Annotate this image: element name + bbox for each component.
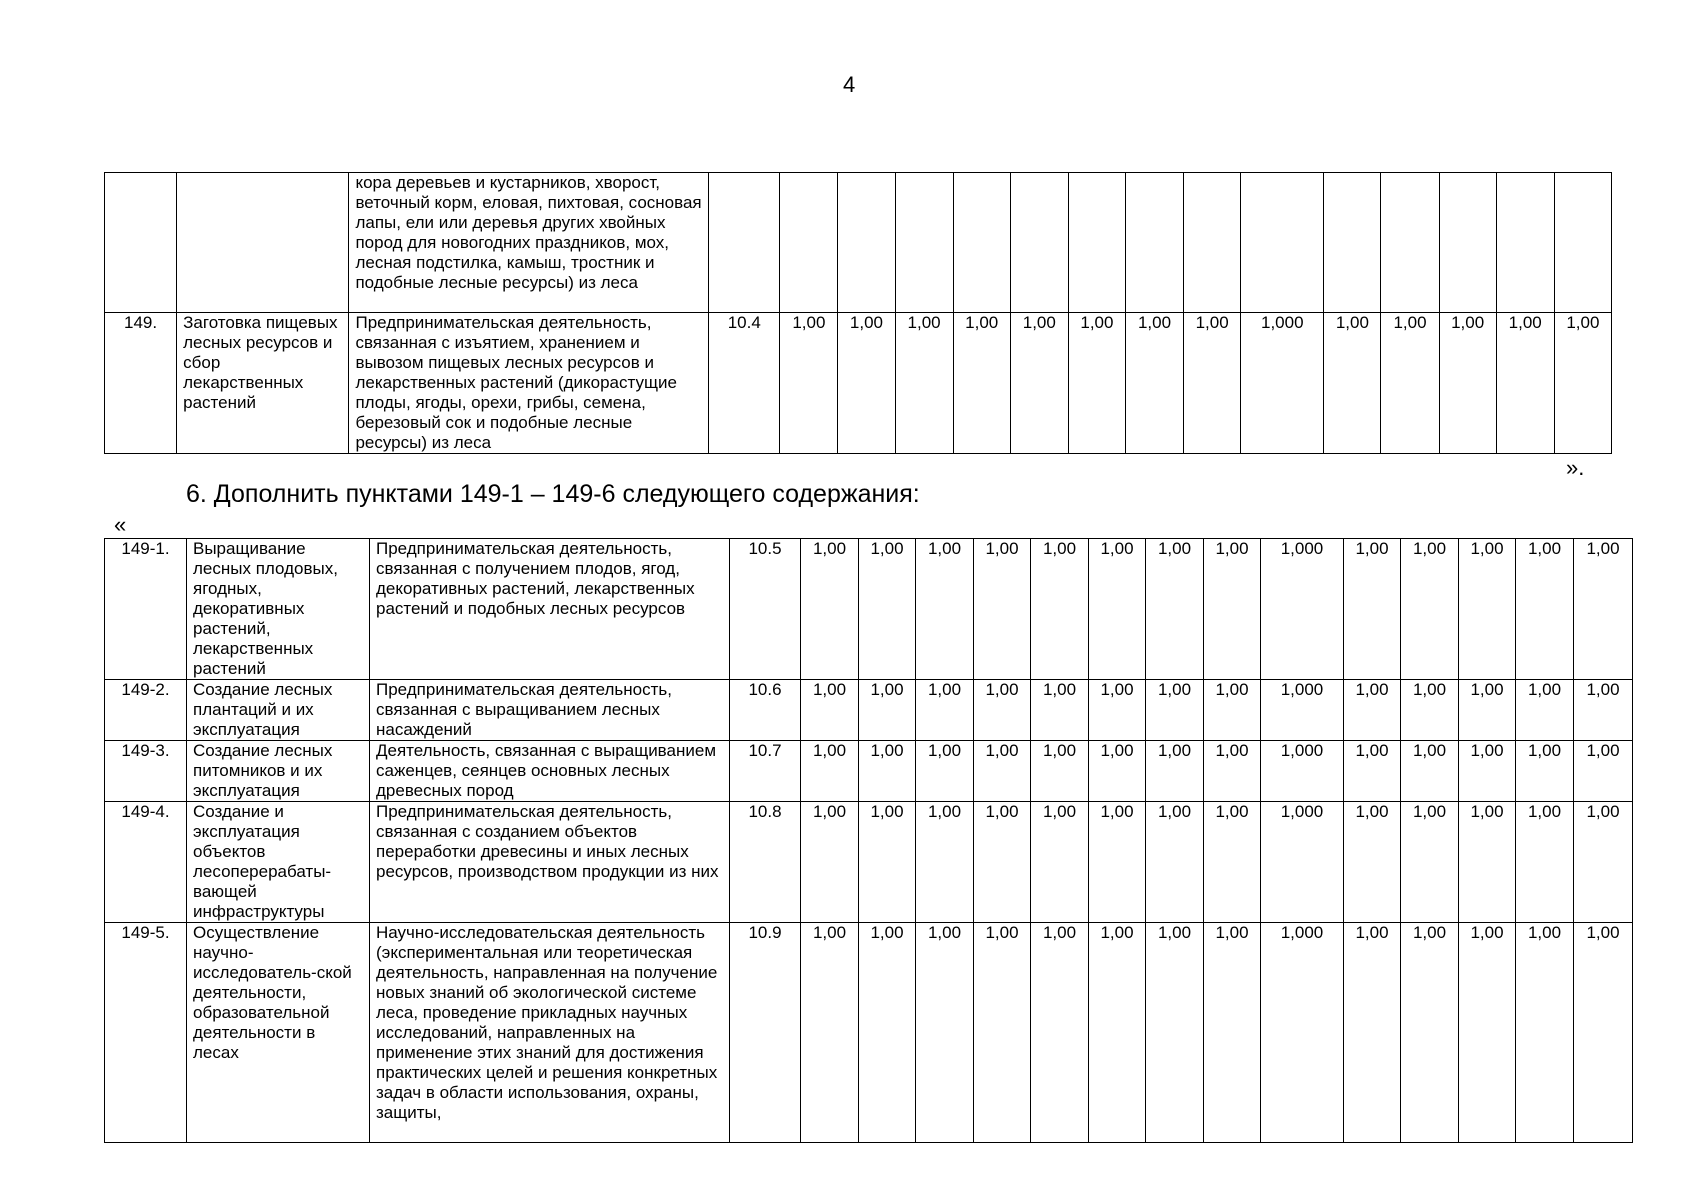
table-row [105,173,1612,313]
table-row [105,741,1633,802]
coefficient-cell: 1,000 [1261,539,1344,680]
coefficient-cell: 1,000 [1261,802,1344,923]
coefficient-cell: 1,00 [801,923,859,1143]
coefficient-cell: 1,00 [1089,539,1146,680]
activity-description: Деятельность, связанная с выращиванием саженцев, сеянцев основных лесных древесных пород [370,741,730,802]
coefficient-cell [1381,173,1439,313]
coefficient-cell [1068,173,1125,313]
coefficient-cell: 1,00 [801,741,859,802]
coefficient-cell: 1,00 [859,923,916,1143]
coefficient-cell: 1,00 [1089,741,1146,802]
coefficient-cell: 1,000 [1261,741,1344,802]
coefficient-cell: 1,00 [1516,680,1574,741]
coefficient-cell [1184,173,1241,313]
coefficient-cell: 1,00 [974,539,1031,680]
coefficient-cell: 1,00 [1554,313,1611,454]
coefficient-cell: 1,00 [1146,741,1204,802]
activity-code: 10.5 [730,539,801,680]
activity-description: Предпринимательская деятельность, связанная с созданием объектов переработки древесины и иных лесных ресурсов, производством продукции из них [370,802,730,923]
coefficient-cell: 1,00 [1146,923,1204,1143]
table-row [105,313,1612,454]
coefficient-cell [1010,173,1068,313]
activity-code: 10.8 [730,802,801,923]
activity-code [709,173,780,313]
coefficient-cell: 1,00 [1204,680,1261,741]
coefficient-cell: 1,00 [1516,923,1574,1143]
activity-name: Заготовка пищевых лесных ресурсов и сбор лекарственных растений [177,313,349,454]
row-number: 149. [105,313,177,454]
coefficient-cell: 1,00 [1516,539,1574,680]
activity-name: Создание лесных питомников и их эксплуатация [187,741,370,802]
coefficient-cell: 1,00 [916,539,974,680]
coefficient-cell: 1,00 [1401,741,1459,802]
activity-table-continuation [104,172,1612,454]
row-number: 149-3. [105,741,187,802]
coefficient-cell: 1,00 [916,923,974,1143]
opening-quote: « [114,512,127,537]
coefficient-cell: 1,00 [1344,802,1401,923]
coefficient-cell: 1,00 [916,741,974,802]
coefficient-cell: 1,00 [859,741,916,802]
coefficient-cell: 1,00 [1496,313,1554,454]
coefficient-cell: 1,00 [1459,680,1516,741]
page-number: 4 [843,72,856,97]
coefficient-cell [1554,173,1611,313]
coefficient-cell: 1,00 [1031,741,1089,802]
coefficient-cell: 1,00 [1516,741,1574,802]
coefficient-cell: 1,00 [1068,313,1125,454]
activity-name: Выращивание лесных плодовых, ягодных, декоративных растений, лекарственных растений [187,539,370,680]
coefficient-cell: 1,00 [1574,680,1633,741]
table-row [105,680,1633,741]
coefficient-cell: 1,00 [1184,313,1241,454]
coefficient-cell: 1,000 [1241,313,1324,454]
coefficient-cell: 1,00 [801,802,859,923]
coefficient-cell: 1,00 [1031,680,1089,741]
coefficient-cell: 1,00 [1459,539,1516,680]
coefficient-cell: 1,00 [1146,802,1204,923]
activity-name: Создание лесных плантаций и их эксплуатация [187,680,370,741]
coefficient-cell: 1,00 [1204,923,1261,1143]
coefficient-cell: 1,00 [916,680,974,741]
coefficient-cell: 1,000 [1261,680,1344,741]
coefficient-cell [1439,173,1496,313]
coefficient-cell: 1,00 [1401,680,1459,741]
table-row [105,539,1633,680]
activity-code: 10.6 [730,680,801,741]
coefficient-cell: 1,00 [1401,539,1459,680]
coefficient-cell: 1,00 [1344,923,1401,1143]
activity-table-additions [104,538,1633,1143]
activity-code: 10.4 [709,313,780,454]
coefficient-cell: 1,00 [1204,539,1261,680]
coefficient-cell [1241,173,1324,313]
coefficient-cell: 1,00 [1381,313,1439,454]
coefficient-cell: 1,00 [1459,802,1516,923]
coefficient-cell: 1,00 [1089,802,1146,923]
activity-code: 10.7 [730,741,801,802]
activity-name: Осуществление научно-исследователь-ской деятельности, образовательной деятельности в лесах [187,923,370,1143]
coefficient-cell: 1,00 [1574,539,1633,680]
coefficient-cell [1324,173,1381,313]
coefficient-cell: 1,00 [1204,802,1261,923]
coefficient-cell: 1,00 [1031,923,1089,1143]
row-number: 149-1. [105,539,187,680]
coefficient-cell [1496,173,1554,313]
row-number [105,173,177,313]
coefficient-cell: 1,00 [1401,923,1459,1143]
coefficient-cell: 1,00 [1344,741,1401,802]
closing-quote: ». [1566,455,1585,480]
coefficient-cell [895,173,953,313]
activity-code: 10.9 [730,923,801,1143]
coefficient-cell [780,173,838,313]
coefficient-cell: 1,00 [916,802,974,923]
coefficient-cell: 1,00 [780,313,838,454]
coefficient-cell: 1,00 [1516,802,1574,923]
coefficient-cell: 1,00 [1574,741,1633,802]
activity-description: Предпринимательская деятельность, связанная с изъятием, хранением и вывозом пищевых лесных ресурсов и лекарственных растений (дикорастущие плоды, ягоды, орехи, грибы, семена, березовый сок и подобные лесные ресурсы) из леса [349,313,709,454]
coefficient-cell: 1,00 [1574,923,1633,1143]
coefficient-cell: 1,00 [974,741,1031,802]
row-number: 149-4. [105,802,187,923]
coefficient-cell: 1,00 [1324,313,1381,454]
coefficient-cell: 1,00 [801,539,859,680]
coefficient-cell: 1,00 [859,680,916,741]
table-row [105,923,1633,1143]
coefficient-cell: 1,00 [953,313,1010,454]
coefficient-cell: 1,00 [1459,923,1516,1143]
coefficient-cell: 1,00 [1125,313,1183,454]
coefficient-cell: 1,00 [801,680,859,741]
coefficient-cell [838,173,895,313]
coefficient-cell: 1,00 [895,313,953,454]
coefficient-cell [953,173,1010,313]
row-number: 149-5. [105,923,187,1143]
coefficient-cell: 1,00 [1089,680,1146,741]
activity-name [177,173,349,313]
activity-name: Создание и эксплуатация объектов лесоперерабаты-вающей инфраструктуры [187,802,370,923]
coefficient-cell: 1,00 [1146,680,1204,741]
coefficient-cell: 1,00 [1204,741,1261,802]
activity-description: Предпринимательская деятельность, связанная с получением плодов, ягод, декоративных растений, лекарственных растений и подобных лесных ресурсов [370,539,730,680]
coefficient-cell: 1,00 [974,802,1031,923]
coefficient-cell: 1,00 [1146,539,1204,680]
coefficient-cell: 1,00 [1089,923,1146,1143]
table-row [105,802,1633,923]
coefficient-cell: 1,00 [1031,802,1089,923]
coefficient-cell: 1,00 [1439,313,1496,454]
coefficient-cell: 1,00 [859,539,916,680]
coefficient-cell: 1,00 [1459,741,1516,802]
coefficient-cell: 1,00 [1344,539,1401,680]
coefficient-cell: 1,00 [974,680,1031,741]
coefficient-cell: 1,00 [1010,313,1068,454]
row-number: 149-2. [105,680,187,741]
coefficient-cell: 1,00 [859,802,916,923]
coefficient-cell: 1,00 [838,313,895,454]
coefficient-cell: 1,00 [974,923,1031,1143]
activity-description: Предпринимательская деятельность, связанная с выращиванием лесных насаждений [370,680,730,741]
coefficient-cell: 1,000 [1261,923,1344,1143]
activity-description: кора деревьев и кустарников, хворост, веточный корм, еловая, пихтовая, сосновая лапы, ели или деревья других хвойных пород для новогодних праздников, мох, лесная подстилка, камыш, тростник и подобные лесные ресурсы) из леса [349,173,709,313]
coefficient-cell: 1,00 [1574,802,1633,923]
coefficient-cell: 1,00 [1031,539,1089,680]
coefficient-cell: 1,00 [1344,680,1401,741]
activity-description: Научно-исследовательская деятельность (экспериментальная или теоретическая деятельность, направленная на получение новых знаний об экологической системе леса, проведение прикладных научных исследований, направленных на применение этих знаний для достижения практических целей и решения конкретных задач в области использования, охраны, защиты, [370,923,730,1143]
coefficient-cell: 1,00 [1401,802,1459,923]
coefficient-cell [1125,173,1183,313]
amendment-instruction: 6. Дополнить пунктами 149-1 – 149-6 следующего содержания: [186,480,920,508]
